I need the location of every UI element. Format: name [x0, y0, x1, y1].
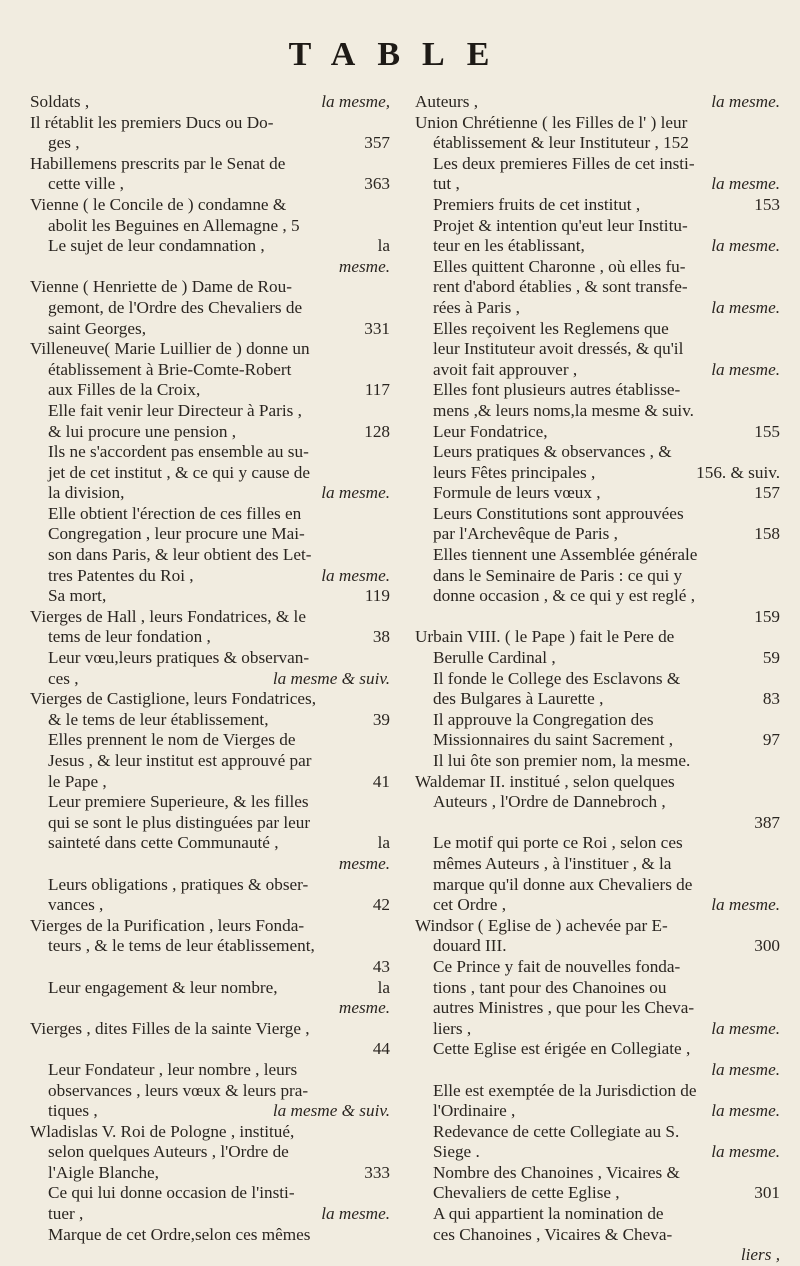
page-reference: la mesme.: [321, 1204, 390, 1224]
entry-text: marque qu'il donne aux Chevaliers de: [433, 874, 693, 894]
entry-text: Leur engagement & leur nombre,: [48, 977, 278, 997]
page-reference: 153: [754, 194, 780, 214]
index-line: [30, 174, 390, 195]
entry-text: Ce Prince y fait de nouvelles fonda-: [433, 956, 681, 976]
entry-text: Missionnaires du saint Sacrement ,: [433, 730, 674, 750]
index-line: [30, 751, 390, 772]
index-line: [30, 792, 390, 813]
entry-text: cet Ordre ,: [433, 895, 507, 915]
page-reference: 331: [364, 318, 390, 338]
entry-text: selon quelques Auteurs , l'Ordre de: [48, 1142, 289, 1162]
index-line: [30, 154, 390, 175]
page-reference: la: [377, 977, 390, 997]
page-reference: la: [377, 833, 390, 853]
index-line: [415, 936, 780, 957]
index-line: [30, 813, 390, 834]
index-line: [415, 174, 780, 195]
index-line: [30, 566, 390, 587]
entry-text: & le tems de leur établissement,: [48, 709, 269, 729]
page-reference: mesme.: [338, 998, 390, 1018]
entry-text: la division,: [48, 483, 125, 503]
entry-text: Le sujet de leur condamnation ,: [48, 236, 265, 256]
index-line: [30, 627, 390, 648]
index-line: [415, 607, 780, 628]
index-line: [415, 1122, 780, 1143]
entry-text: tut ,: [433, 174, 460, 194]
index-line: [415, 792, 780, 813]
entry-text: ces Chanoines , Vicaires & Cheva-: [433, 1224, 673, 1244]
index-line: [30, 545, 390, 566]
page-reference: la mesme.: [321, 483, 390, 503]
entry-text: Elles prennent le nom de Vierges de: [48, 730, 296, 750]
page-reference: 156. & suiv.: [696, 462, 780, 482]
index-line: [415, 730, 780, 751]
entry-text: vances ,: [48, 895, 104, 915]
page-reference: 39: [372, 709, 390, 729]
index-line: [415, 875, 780, 896]
entry-text: Vierges de Castiglione, leurs Fondatrices,: [30, 689, 317, 709]
entry-text: douard III.: [433, 936, 507, 956]
entry-text: Habillemens prescrits par le Senat de: [30, 153, 286, 173]
entry-text: Premiers fruits de cet institut ,: [433, 194, 641, 214]
entry-text: A qui appartient la nomination de: [433, 1204, 664, 1224]
entry-text: Leur Fondatrice,: [433, 421, 548, 441]
entry-text: cette ville ,: [48, 174, 124, 194]
entry-text: Sa mort,: [48, 586, 107, 606]
index-line: [30, 195, 390, 216]
entry-text: donne occasion , & ce qui y est reglé ,: [433, 586, 696, 606]
entry-text: Vierges de la Purification , leurs Fonda-: [30, 915, 305, 935]
index-line: [415, 319, 780, 340]
page-reference: 59: [762, 648, 780, 668]
entry-text: Union Chrétienne ( les Filles de l' ) leur: [415, 112, 688, 132]
page-reference: 363: [364, 174, 390, 194]
index-line: [415, 113, 780, 134]
entry-text: Wladislas V. Roi de Pologne , institué,: [30, 1121, 295, 1141]
page-reference: la mesme.: [711, 1059, 780, 1079]
index-line: [30, 360, 390, 381]
index-line: [30, 483, 390, 504]
index-line: [415, 1225, 780, 1246]
entry-text: rent d'abord établies , & sont transfe-: [433, 277, 688, 297]
entry-text: Soldats ,: [30, 92, 90, 111]
page-reference: la mesme.: [711, 359, 780, 379]
index-line: [415, 216, 780, 237]
index-line: [415, 1204, 780, 1225]
entry-text: sainteté dans cette Communauté ,: [48, 833, 279, 853]
index-line: [30, 772, 390, 793]
entry-text: Il rétablit les premiers Ducs ou Do-: [30, 112, 274, 132]
entry-text: Marque de cet Ordre,selon ces mêmes: [48, 1224, 311, 1244]
entry-text: Elles font plusieurs autres établisse-: [433, 380, 681, 400]
page-reference: la mesme.: [711, 236, 780, 256]
index-line: [30, 1101, 390, 1122]
index-line: [415, 1081, 780, 1102]
entry-text: Siege .: [433, 1142, 480, 1162]
entry-text: Elle fait venir leur Directeur à Paris ,: [48, 400, 302, 420]
entry-text: Vierges , dites Filles de la sainte Vierge ,: [30, 1018, 310, 1038]
index-line: [30, 669, 390, 690]
page-reference: 83: [762, 689, 780, 709]
index-line: [415, 710, 780, 731]
index-line: [415, 133, 780, 154]
index-line: [30, 1183, 390, 1204]
index-line: [30, 1225, 390, 1246]
page-reference: 387: [754, 812, 780, 832]
entry-text: leur Instituteur avoit dressés, & qu'il: [433, 339, 684, 359]
entry-text: Chevaliers de cette Eglise ,: [433, 1183, 620, 1203]
index-line: [30, 936, 390, 957]
index-line: [30, 319, 390, 340]
entry-text: avoit fait approuver ,: [433, 359, 578, 379]
index-line: [415, 998, 780, 1019]
index-line: [30, 1142, 390, 1163]
index-line: [415, 257, 780, 278]
index-line: [30, 401, 390, 422]
index-line: [30, 1060, 390, 1081]
page-reference: 333: [364, 1162, 390, 1182]
entry-text: liers ,: [433, 1018, 472, 1038]
index-line: [30, 216, 390, 237]
index-line: [415, 236, 780, 257]
page-reference: la mesme,: [321, 92, 390, 111]
entry-text: Auteurs ,: [415, 92, 479, 111]
page-reference: la mesme.: [711, 174, 780, 194]
entry-text: Villeneuve( Marie Luillier de ) donne un: [30, 339, 310, 359]
index-line: [30, 236, 390, 257]
page-reference: 301: [754, 1183, 780, 1203]
page-reference: 300: [754, 936, 780, 956]
page-reference: 97: [762, 730, 780, 750]
page-header: TABLE: [288, 36, 512, 73]
page-reference: la mesme & suiv.: [272, 1101, 390, 1121]
page-reference: 41: [372, 771, 390, 791]
index-line: [415, 483, 780, 504]
entry-text: Projet & intention qu'eut leur Institu-: [433, 215, 688, 235]
entry-text: autres Ministres , que pour les Cheva-: [433, 998, 695, 1018]
index-line: [415, 277, 780, 298]
index-line: [30, 1122, 390, 1143]
index-line: [30, 689, 390, 710]
index-line: [415, 669, 780, 690]
page-reference: liers ,: [740, 1245, 780, 1265]
page-reference: la mesme.: [711, 1142, 780, 1162]
index-line: [30, 978, 390, 999]
entry-text: Il fonde le College des Esclavons &: [433, 668, 681, 688]
entry-text: Cette Eglise est érigée en Collegiate ,: [433, 1039, 691, 1059]
entry-text: établissement & leur Instituteur , 152: [433, 133, 689, 153]
index-line: [415, 360, 780, 381]
entry-text: le Pape ,: [48, 771, 107, 791]
index-line: [30, 710, 390, 731]
index-line: [415, 833, 780, 854]
entry-text: Jesus , & leur institut est approuvé par: [48, 751, 312, 770]
page-reference: 38: [372, 627, 390, 647]
entry-text: des Bulgares à Laurette ,: [433, 689, 604, 709]
entry-text: mens ,& leurs noms,la mesme & suiv.: [433, 400, 694, 420]
entry-text: Ils ne s'accordent pas ensemble au su-: [48, 442, 309, 462]
index-line: [30, 916, 390, 937]
entry-text: Le motif qui porte ce Roi , selon ces: [433, 833, 683, 853]
index-line: [30, 524, 390, 545]
entry-text: Auteurs , l'Ordre de Dannebroch ,: [433, 792, 666, 812]
index-line: [415, 895, 780, 916]
entry-text: Elles quittent Charonne , où elles fu-: [433, 256, 686, 276]
index-line: [30, 1039, 390, 1060]
index-line: [30, 895, 390, 916]
page-reference: la mesme.: [711, 92, 780, 111]
entry-text: Vierges de Hall , leurs Fondatrices, & le: [30, 606, 306, 626]
page-reference: 42: [372, 895, 390, 915]
entry-text: établissement à Brie-Comte-Robert: [48, 359, 292, 379]
page-reference: 159: [754, 606, 780, 626]
index-line: [415, 957, 780, 978]
left-column: [30, 92, 390, 1245]
index-line: [415, 916, 780, 937]
entry-text: Vienne ( Henriette de ) Dame de Rou-: [30, 277, 292, 297]
index-line: [30, 586, 390, 607]
entry-text: Berulle Cardinal ,: [433, 648, 556, 668]
entry-text: teurs , & le tems de leur établissement,: [48, 936, 315, 956]
entry-text: Vienne ( le Concile de ) condamne &: [30, 194, 287, 214]
entry-text: Elle est exemptée de la Jurisdiction de: [433, 1080, 697, 1100]
entry-text: Leur Fondateur , leur nombre , leurs: [48, 1059, 298, 1079]
index-line: [30, 504, 390, 525]
entry-text: Waldemar II. institué , selon quelques: [415, 771, 675, 791]
index-line: [30, 380, 390, 401]
page-reference: la mesme.: [321, 565, 390, 585]
entry-text: dans le Seminaire de Paris : ce qui y: [433, 565, 683, 585]
index-line: [415, 586, 780, 607]
index-line: [415, 566, 780, 587]
entry-text: tiques ,: [48, 1101, 98, 1121]
index-line: [415, 751, 780, 772]
index-line: [30, 648, 390, 669]
entry-text: Elle obtient l'érection de ces filles en: [48, 503, 302, 523]
page-reference: 44: [372, 1039, 390, 1059]
index-line: [30, 854, 390, 875]
index-line: [30, 463, 390, 484]
entry-text: jet de cet institut , & ce qui y cause de: [48, 462, 311, 482]
page-reference: 117: [364, 380, 390, 400]
index-line: [415, 1060, 780, 1081]
entry-text: teur en les établissant,: [433, 236, 585, 256]
index-line: [415, 545, 780, 566]
entry-text: gemont, de l'Ordre des Chevaliers de: [48, 297, 303, 317]
index-line: [30, 113, 390, 134]
entry-text: Leurs pratiques & observances , &: [433, 442, 672, 462]
index-line: [415, 1245, 780, 1266]
entry-text: Nombre des Chanoines , Vicaires &: [433, 1162, 680, 1182]
index-line: [415, 154, 780, 175]
entry-text: mêmes Auteurs , à l'instituer , & la: [433, 853, 672, 873]
entry-text: Leurs obligations , pratiques & obser-: [48, 874, 309, 894]
page-reference: 43: [372, 956, 390, 976]
entry-text: l'Ordinaire ,: [433, 1101, 516, 1121]
index-line: [415, 689, 780, 710]
index-line: [415, 401, 780, 422]
index-line: [415, 648, 780, 669]
index-line: [415, 1101, 780, 1122]
index-line: [30, 442, 390, 463]
index-line: [415, 463, 780, 484]
entry-text: ces ,: [48, 668, 79, 688]
entry-text: aux Filles de la Croix,: [48, 380, 201, 400]
index-line: [30, 1163, 390, 1184]
index-line: [30, 422, 390, 443]
index-line: [30, 875, 390, 896]
index-line: [30, 339, 390, 360]
index-line: [30, 257, 390, 278]
index-line: [415, 1039, 780, 1060]
index-line: [30, 730, 390, 751]
index-line: [30, 607, 390, 628]
entry-text: l'Aigle Blanche,: [48, 1162, 159, 1182]
entry-text: abolit les Beguines en Allemagne , 5: [48, 215, 300, 235]
index-line: [415, 813, 780, 834]
entry-text: Leur premiere Superieure, & les filles: [48, 792, 309, 812]
index-line: [30, 1081, 390, 1102]
index-line: [30, 133, 390, 154]
index-line: [30, 833, 390, 854]
page-reference: la mesme.: [711, 895, 780, 915]
index-line: [415, 978, 780, 999]
entry-text: Ce qui lui donne occasion de l'insti-: [48, 1183, 295, 1203]
page-reference: la mesme & suiv.: [272, 668, 390, 688]
entry-text: Leur vœu,leurs pratiques & observan-: [48, 648, 310, 668]
index-line: [30, 957, 390, 978]
index-line: [415, 195, 780, 216]
index-line: [415, 380, 780, 401]
page-reference: la: [377, 236, 390, 256]
entry-text: qui se sont le plus distinguées par leur: [48, 812, 311, 832]
page-reference: 157: [754, 483, 780, 503]
index-line: [415, 1142, 780, 1163]
index-line: [30, 92, 390, 113]
index-line: [415, 504, 780, 525]
entry-text: Elles reçoivent les Reglemens que: [433, 318, 669, 338]
index-line: [30, 277, 390, 298]
entry-text: ges ,: [48, 133, 80, 153]
page-reference: mesme.: [338, 853, 390, 873]
entry-text: Urbain VIII. ( le Pape ) fait le Pere de: [415, 627, 675, 647]
index-line: [415, 442, 780, 463]
entry-text: Les deux premieres Filles de cet insti-: [433, 153, 695, 173]
page-reference: la mesme.: [711, 1101, 780, 1121]
index-line: [415, 422, 780, 443]
index-line: [30, 298, 390, 319]
page-reference: 155: [754, 421, 780, 441]
index-line: [415, 1183, 780, 1204]
entry-text: tres Patentes du Roi ,: [48, 565, 194, 585]
index-line: [415, 772, 780, 793]
entry-text: Elles tiennent une Assemblée générale: [433, 545, 698, 565]
index-line: [415, 627, 780, 648]
entry-text: tems de leur fondation ,: [48, 627, 211, 647]
index-line: [415, 854, 780, 875]
entry-text: par l'Archevêque de Paris ,: [433, 524, 618, 544]
page-reference: 119: [364, 586, 390, 606]
entry-text: & lui procure une pension ,: [48, 421, 237, 441]
entry-text: rées à Paris ,: [433, 297, 520, 317]
index-line: [30, 998, 390, 1019]
index-line: [30, 1019, 390, 1040]
entry-text: saint Georges,: [48, 318, 147, 338]
index-line: [415, 1019, 780, 1040]
entry-text: observances , leurs vœux & leurs pra-: [48, 1080, 309, 1100]
entry-text: Leurs Constitutions sont approuvées: [433, 503, 684, 523]
index-line: [415, 1163, 780, 1184]
page-reference: 128: [364, 421, 390, 441]
index-line: [415, 298, 780, 319]
entry-text: tuer ,: [48, 1204, 84, 1224]
page-reference: la mesme.: [711, 297, 780, 317]
entry-text: Il lui ôte son premier nom, la mesme.: [433, 751, 691, 770]
entry-text: Il approuve la Congregation des: [433, 709, 654, 729]
page-reference: la mesme.: [711, 1018, 780, 1038]
entry-text: Congregation , leur procure une Mai-: [48, 524, 305, 544]
page-reference: 158: [754, 524, 780, 544]
entry-text: Windsor ( Eglise de ) achevée par E-: [415, 915, 668, 935]
entry-text: tions , tant pour des Chanoines ou: [433, 977, 667, 997]
index-line: [415, 339, 780, 360]
page-reference: 357: [364, 133, 390, 153]
entry-text: leurs Fêtes principales ,: [433, 462, 596, 482]
index-line: [415, 524, 780, 545]
page-reference: mesme.: [338, 256, 390, 276]
entry-text: Redevance de cette Collegiate au S.: [433, 1121, 680, 1141]
right-column: [415, 92, 780, 1266]
entry-text: son dans Paris, & leur obtient des Let-: [48, 545, 312, 565]
index-line: [415, 92, 780, 113]
index-line: [30, 1204, 390, 1225]
entry-text: Formule de leurs vœux ,: [433, 483, 601, 503]
